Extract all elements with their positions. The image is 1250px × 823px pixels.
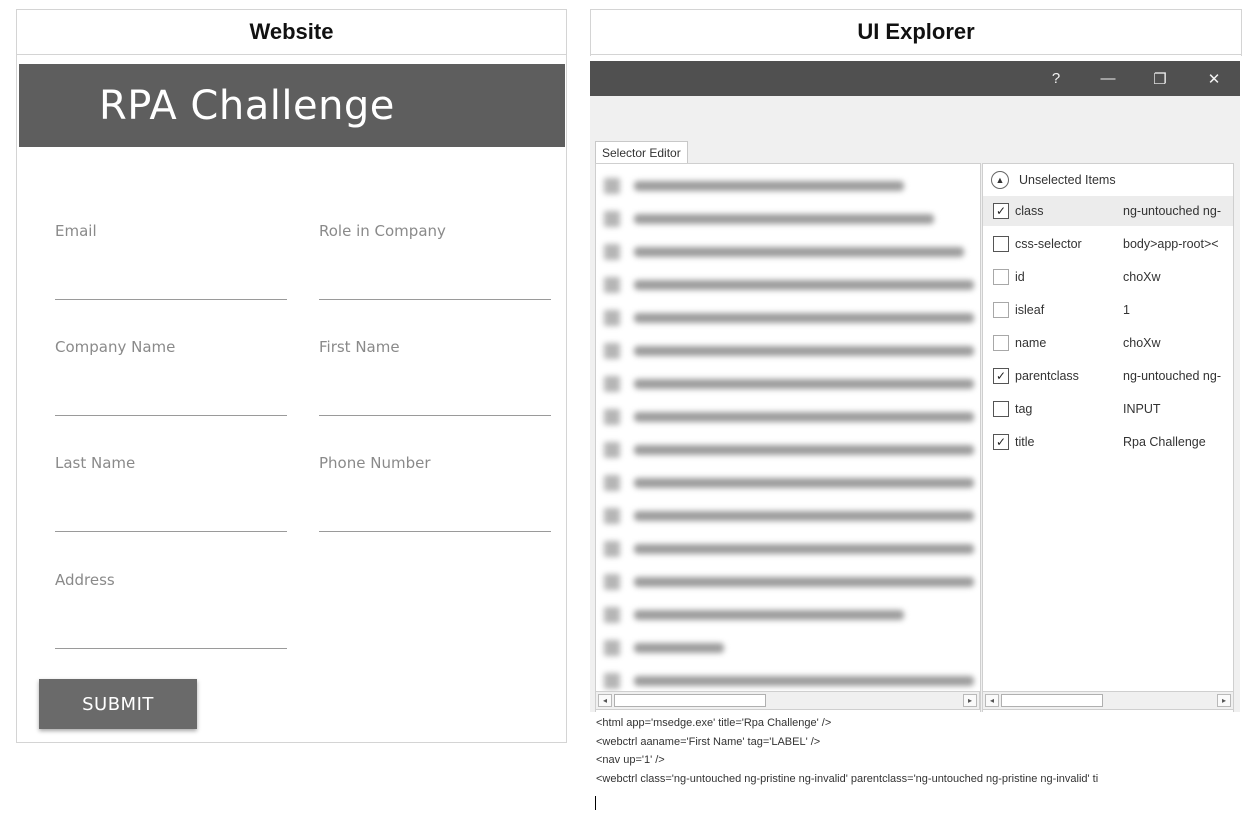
tree-row[interactable]	[604, 369, 974, 399]
scroll-right-icon[interactable]: ▸	[1217, 694, 1231, 707]
address-field[interactable]	[55, 571, 287, 649]
property-row-isleaf[interactable]	[983, 295, 1233, 325]
property-row-parentclass[interactable]	[983, 361, 1233, 391]
tab-selector-editor[interactable]: Selector Editor	[595, 141, 688, 164]
role-in-company-label: Role in Company	[319, 222, 446, 240]
submit-button[interactable]: SUBMIT	[39, 679, 197, 729]
property-value: INPUT	[1123, 402, 1161, 416]
property-value: 1	[1123, 303, 1130, 317]
property-checkbox[interactable]	[993, 269, 1009, 285]
property-row-title[interactable]	[983, 427, 1233, 457]
property-row-class[interactable]	[983, 196, 1233, 226]
property-name: id	[1015, 270, 1025, 284]
property-value: ng-untouched ng-	[1123, 204, 1221, 218]
property-horizontal-scrollbar[interactable]	[982, 691, 1234, 710]
scroll-left-icon[interactable]: ◂	[598, 694, 612, 707]
property-checkbox[interactable]: ✓	[993, 368, 1009, 384]
website-panel	[16, 9, 567, 743]
property-name: isleaf	[1015, 303, 1045, 317]
rpa-challenge-banner: RPA Challenge	[19, 64, 565, 147]
role-in-company-underline	[319, 299, 551, 300]
text-caret	[595, 796, 596, 810]
phone-number-field[interactable]	[319, 454, 551, 532]
selector-line: <html app='msedge.exe' title='Rpa Challenge' />	[596, 717, 832, 729]
tree-row[interactable]	[604, 270, 974, 300]
property-row-css-selector[interactable]	[983, 229, 1233, 259]
minimize-icon[interactable]: —	[1100, 70, 1116, 87]
unselected-items-header[interactable]	[991, 169, 1116, 191]
scroll-right-icon[interactable]: ▸	[963, 694, 977, 707]
property-checkbox[interactable]	[993, 335, 1009, 351]
ui-explorer-window	[590, 61, 1240, 806]
property-name: class	[1015, 204, 1044, 218]
property-name: tag	[1015, 402, 1033, 416]
property-row-id[interactable]	[983, 262, 1233, 292]
tree-row[interactable]	[604, 534, 974, 564]
property-value: body>app-root><	[1123, 237, 1219, 251]
scroll-left-icon[interactable]: ◂	[985, 694, 999, 707]
property-name: css-selector	[1015, 237, 1082, 251]
scroll-thumb[interactable]	[1001, 694, 1103, 707]
property-checkbox[interactable]	[993, 401, 1009, 417]
email-field[interactable]	[55, 222, 287, 300]
phone-number-label: Phone Number	[319, 454, 431, 472]
property-value: choXw	[1123, 336, 1161, 350]
chevron-up-icon[interactable]: ▲	[991, 171, 1009, 189]
property-checkbox[interactable]	[993, 236, 1009, 252]
selector-tree[interactable]	[595, 163, 981, 715]
tree-row[interactable]	[604, 600, 904, 630]
first-name-label: First Name	[319, 338, 400, 356]
address-underline	[55, 648, 287, 649]
property-checkbox[interactable]: ✓	[993, 203, 1009, 219]
property-name: parentclass	[1015, 369, 1079, 383]
property-row-name[interactable]	[983, 328, 1233, 358]
property-value: Rpa Challenge	[1123, 435, 1206, 449]
tree-horizontal-scrollbar[interactable]	[595, 691, 980, 710]
property-row-tag[interactable]	[983, 394, 1233, 424]
selector-text-editor[interactable]	[590, 712, 1240, 806]
website-header: Website	[17, 10, 566, 55]
tree-row[interactable]	[604, 303, 974, 333]
property-checkbox[interactable]: ✓	[993, 434, 1009, 450]
email-label: Email	[55, 222, 97, 240]
tree-row[interactable]	[604, 567, 974, 597]
ui-explorer-panel-header	[590, 9, 1242, 56]
address-label: Address	[55, 571, 115, 589]
property-value: ng-untouched ng-	[1123, 369, 1221, 383]
tree-row[interactable]	[604, 468, 974, 498]
role-in-company-field[interactable]	[319, 222, 551, 300]
tree-row[interactable]	[604, 336, 974, 366]
first-name-underline	[319, 415, 551, 416]
first-name-field[interactable]	[319, 338, 551, 416]
tree-row[interactable]	[604, 237, 964, 267]
phone-number-underline	[319, 531, 551, 532]
tree-row[interactable]	[604, 204, 934, 234]
tree-row[interactable]	[604, 402, 974, 432]
tree-row[interactable]	[604, 171, 904, 201]
selector-line: <webctrl class='ng-untouched ng-pristine ng-invalid' parentclass='ng-untouched ng-pristine ng-invalid' ti	[596, 773, 1099, 785]
selector-line: <webctrl aaname='First Name' tag='LABEL' />	[596, 736, 821, 748]
last-name-field[interactable]	[55, 454, 287, 532]
company-name-underline	[55, 415, 287, 416]
close-icon[interactable]: ✕	[1207, 70, 1221, 88]
tree-row[interactable]	[604, 633, 724, 663]
property-list[interactable]	[982, 163, 1234, 715]
last-name-underline	[55, 531, 287, 532]
company-name-field[interactable]	[55, 338, 287, 416]
property-value: choXw	[1123, 270, 1161, 284]
ui-explorer-header: UI Explorer	[591, 10, 1241, 55]
property-name: title	[1015, 435, 1035, 449]
tree-row[interactable]	[604, 501, 974, 531]
last-name-label: Last Name	[55, 454, 136, 472]
property-checkbox[interactable]	[993, 302, 1009, 318]
selector-line: <nav up='1' />	[596, 754, 665, 766]
help-icon[interactable]: ?	[1051, 70, 1061, 87]
scroll-thumb[interactable]	[614, 694, 766, 707]
tree-row[interactable]	[604, 435, 974, 465]
window-titlebar	[590, 61, 1240, 96]
property-name: name	[1015, 336, 1047, 350]
company-name-label: Company Name	[55, 338, 176, 356]
email-underline	[55, 299, 287, 300]
restore-icon[interactable]: ❐	[1153, 70, 1167, 88]
unselected-items-label: Unselected Items	[1019, 173, 1116, 187]
